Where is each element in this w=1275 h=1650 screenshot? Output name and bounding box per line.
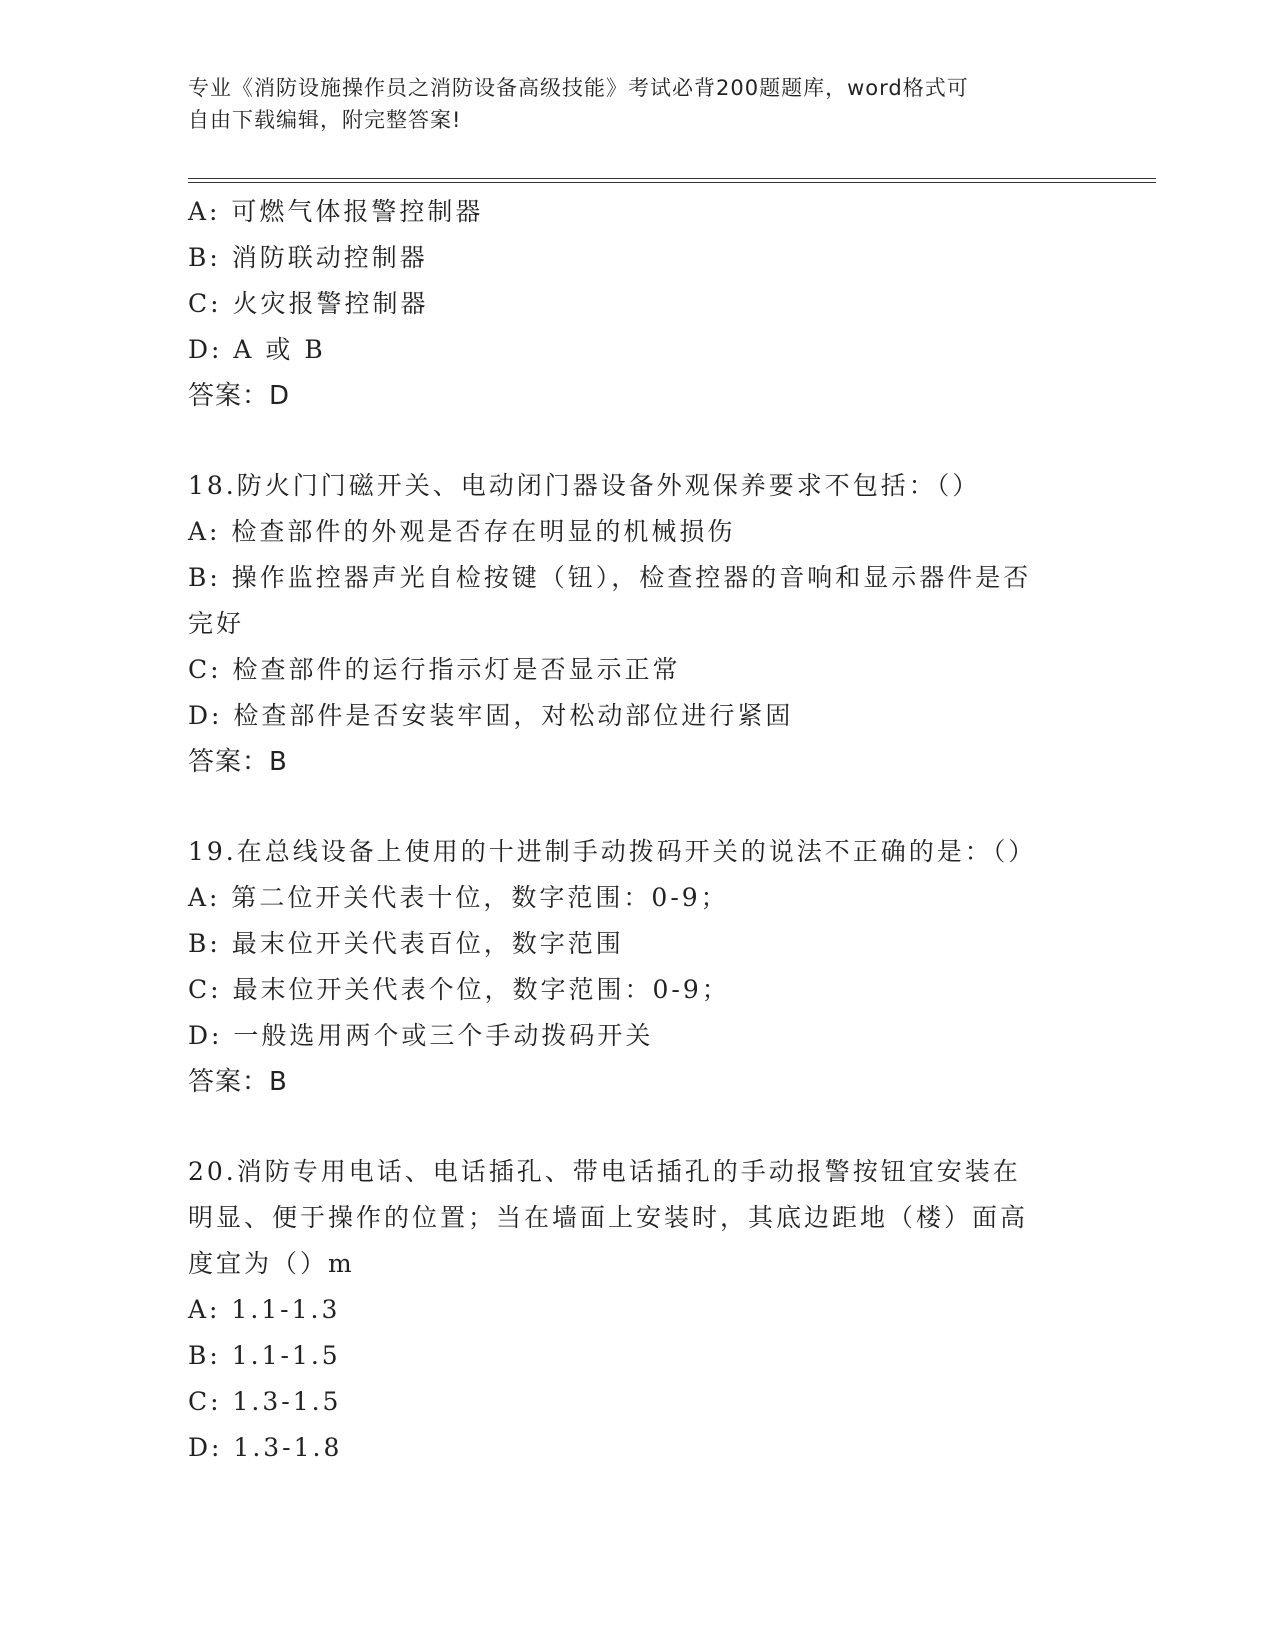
- option-a: A: 检查部件的外观是否存在明显的机械损伤: [188, 517, 736, 546]
- option-a: A: 可燃气体报警控制器: [188, 197, 484, 226]
- option-c: C: 检查部件的运行指示灯是否显示正常: [188, 655, 681, 684]
- question-17: [188, 189, 1088, 419]
- answer-label: 答案：B: [188, 1067, 288, 1097]
- option-b: B: 1.1-1.5: [188, 1341, 341, 1370]
- question-20: [188, 1149, 1088, 1471]
- option-b: B: 最末位开关代表百位，数字范围: [188, 929, 624, 958]
- option-d: D: 1.3-1.8: [188, 1433, 343, 1462]
- question-text: 19.在总线设备上使用的十进制手动拨码开关的说法不正确的是：（）: [188, 837, 1037, 866]
- question-text: 18.防火门门磁开关、电动闭门器设备外观保养要求不包括：（）: [188, 471, 981, 500]
- answer-label: 答案：B: [188, 747, 288, 777]
- header-divider-bottom: [188, 182, 1156, 183]
- option-c: C: 最末位开关代表个位，数字范围：0-9；: [188, 975, 730, 1004]
- option-d: D: 检查部件是否安装牢固，对松动部位进行紧固: [188, 701, 794, 730]
- question-18: [188, 463, 1088, 785]
- header-divider-top: [188, 178, 1156, 179]
- spacer: [188, 785, 1088, 829]
- option-c: C: 火灾报警控制器: [188, 289, 429, 318]
- header-line-1: 专业《消防设施操作员之消防设备高级技能》考试必背200题题库，word格式可: [188, 76, 969, 100]
- spacer: [188, 419, 1088, 463]
- question-text: 20.消防专用电话、电话插孔、带电话插孔的手动报警按钮宜安装在明显、便于操作的位置；当在墙面上安装时，其底边距地（楼）面高度宜为（）m: [188, 1157, 1029, 1278]
- option-b: B: 操作监控器声光自检按键（钮），检查控器的音响和显示器件是否完好: [188, 563, 1032, 638]
- header-line-2: 自由下载编辑，附完整答案!: [188, 108, 462, 132]
- document-header: [188, 72, 1068, 136]
- option-c: C: 1.3-1.5: [188, 1387, 342, 1416]
- option-d: D: 一般选用两个或三个手动拨码开关: [188, 1021, 654, 1050]
- answer-label: 答案：D: [188, 381, 291, 411]
- option-b: B: 消防联动控制器: [188, 243, 428, 272]
- option-a: A: 1.1-1.3: [188, 1295, 341, 1324]
- option-a: A: 第二位开关代表十位，数字范围：0-9；: [188, 883, 729, 912]
- spacer: [188, 1105, 1088, 1149]
- question-list: [188, 189, 1088, 1471]
- question-19: [188, 829, 1088, 1105]
- option-d: D: A 或 B: [188, 335, 326, 364]
